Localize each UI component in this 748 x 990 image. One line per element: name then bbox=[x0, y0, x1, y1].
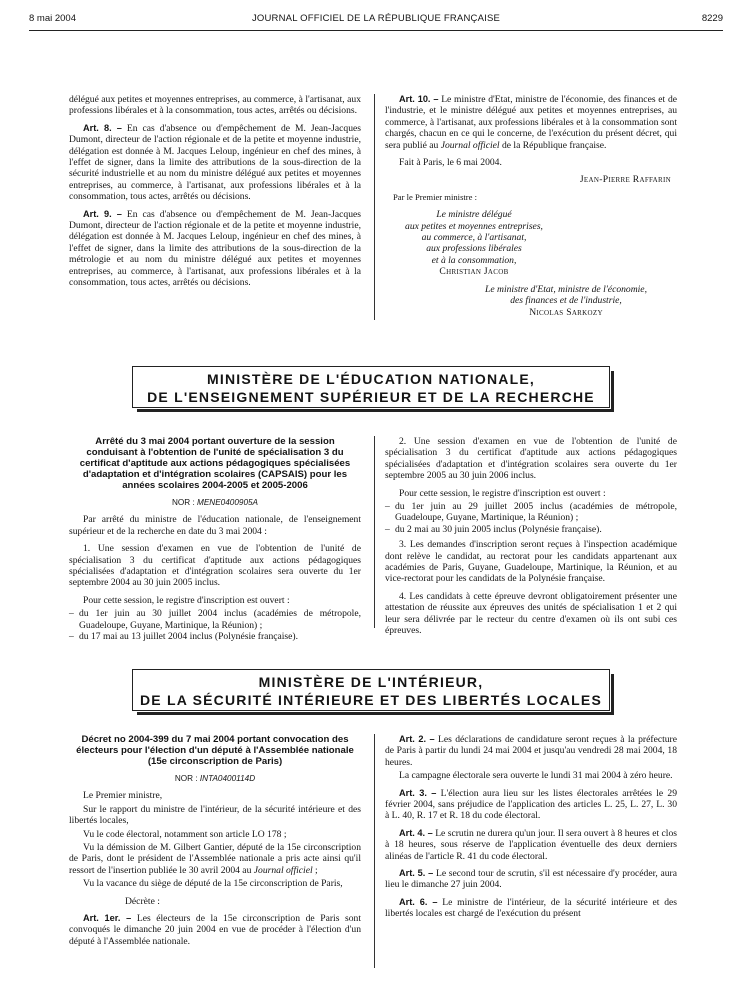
article-10-text-b: de la République française. bbox=[499, 139, 607, 151]
visa-paragraph: Sur le rapport du ministre de l'intérieur, de la sécurité intérieure et des libertés locales, bbox=[69, 803, 361, 827]
nor-reference bbox=[69, 497, 361, 508]
journal-officiel-ref: Journal officiel bbox=[253, 864, 313, 876]
ministre-delegue-line: aux petites et moyennes entreprises, bbox=[405, 220, 543, 232]
column-separator bbox=[374, 436, 375, 628]
mid-right-column bbox=[385, 436, 677, 643]
article-1-text: Les électeurs de la 15e circonscription de Paris sont convoqués le dimanche 20 juin 2004 en vue de procéder à l'élection d'un député à l'Assemblée nationale. bbox=[69, 913, 361, 947]
signer-jacob: Christian Jacob bbox=[439, 266, 509, 278]
article-1-label: Art. 1er. – bbox=[83, 913, 132, 924]
list-item: – du 17 mai au 13 juillet 2004 inclus (Polynésie française). bbox=[69, 631, 361, 642]
ministre-delegue-line: Le ministre délégué bbox=[436, 209, 512, 221]
article-2-text: Les déclarations de candidature seront reçues à la préfecture de Paris à partir du lundi 24 mai 2004 et jusqu'au vendredi 28 mai 2004, 18 heures. bbox=[385, 734, 678, 768]
ministry-banner-education bbox=[132, 366, 610, 408]
top-left-column bbox=[69, 94, 361, 295]
visa-text-b: ; bbox=[312, 864, 318, 876]
article-8 bbox=[69, 123, 361, 203]
nor-code: INTA0400114D bbox=[199, 774, 256, 783]
column-separator bbox=[374, 734, 375, 968]
article-2-label: Art. 2. – bbox=[399, 734, 435, 744]
article-6-label: Art. 6. – bbox=[399, 896, 438, 907]
bottom-right-column bbox=[385, 734, 677, 926]
header-date: 8 mai 2004 bbox=[29, 13, 77, 24]
visa-paragraph: Le Premier ministre, bbox=[83, 790, 163, 802]
continuation-text: délégué aux petites et moyennes entreprises, au commerce, à l'artisanat, aux professions libérales et à la consommation, tous actes, arrêtés ou décisions. bbox=[69, 94, 361, 117]
article-3-text: L'élection aura lieu sur les listes électorales arrêtées le 29 février 2004, sans préjudice de l'application des articles L. 25, L. 27, L. 30 à L. 40, R. 17 et R. 18 du code électoral. bbox=[385, 787, 677, 822]
nor-label: NOR : bbox=[174, 774, 200, 783]
visa-paragraph bbox=[69, 842, 361, 876]
header-journal-title: JOURNAL OFFICIEL DE LA RÉPUBLIQUE FRANÇAISE bbox=[251, 13, 501, 24]
nor-reference bbox=[69, 773, 361, 784]
visa-paragraph: Vu la vacance du siège de député de la 15e circonscription de Paris, bbox=[83, 878, 343, 890]
article-6 bbox=[385, 897, 677, 920]
signer-raffarin: Jean-Pierre Raffarin bbox=[579, 174, 671, 186]
decrete: Décrète : bbox=[125, 895, 160, 907]
article-8-label: Art. 8. – bbox=[83, 122, 122, 133]
header-rule bbox=[29, 30, 723, 31]
ministre-etat-line: des finances et de l'industrie, bbox=[510, 295, 622, 307]
bottom-left-column bbox=[69, 734, 361, 953]
article-9 bbox=[69, 209, 361, 289]
arrete-paragraph: 4. Les candidats à cette épreuve devront obligatoirement présenter une attestation de réussite aux épreuves des unités de spécialisation 1 et 2 qui leur sera délivrée par le recteur du centre d'examen où ils ont subi ces épreuves. bbox=[385, 590, 677, 637]
banner-line-2: DE LA SÉCURITÉ INTÉRIEURE ET DES LIBERTÉS LOCALES bbox=[140, 692, 602, 708]
banner-line-2: DE L'ENSEIGNEMENT SUPÉRIEUR ET DE LA RECHERCHE bbox=[147, 389, 595, 405]
ministre-etat-line: Le ministre d'Etat, ministre de l'économie, bbox=[485, 283, 647, 295]
arrete-paragraph: Pour cette session, le registre d'inscription est ouvert : bbox=[399, 487, 606, 499]
article-6-text: Le ministre de l'intérieur, de la sécurité intérieure et des libertés locales est chargé de l'exécution du présent bbox=[385, 896, 677, 920]
arrete-paragraph: 1. Une session d'examen en vue de l'obtention de l'unité de spécialisation 3 du certificat d'aptitude aux actions pédagogiques spécialisées d'adaptation et d'intégration scolaires sera ouverte du 1er septembre 2004 au 30 juin 2005 inclus. bbox=[69, 543, 361, 589]
page-header bbox=[29, 13, 723, 27]
article-10-text-a: Le ministre d'Etat, ministre de l'économie, des finances et de l'industrie, et le ministre délégué aux petites et moyennes entreprises, au commerce, à l'artisanat, aux professions libérales et à la consommation sont chargés, chacun en ce qui le concerne, de l'exécution du présent décret, qui sera publié au bbox=[385, 94, 677, 151]
banner-line-1: MINISTÈRE DE L'INTÉRIEUR, bbox=[258, 674, 484, 690]
fait-a-paris: Fait à Paris, le 6 mai 2004. bbox=[399, 157, 502, 169]
arrete-paragraph: 3. Les demandes d'inscription seront reçues à l'inspection académique dont relève le candidat, au rectorat pour les candidats appartenant aux académies de Paris, Guyane, Guadeloupe, Martinique, la Réunion, et au vice-rectorat pour les candidats de la Polynésie française. bbox=[385, 539, 677, 585]
ministre-delegue-block bbox=[389, 209, 559, 266]
visa-paragraph: Vu le code électoral, notamment son article LO 178 ; bbox=[83, 828, 287, 840]
campagne-electorale: La campagne électorale sera ouverte le lundi 31 mai 2004 à zéro heure. bbox=[399, 770, 673, 782]
article-8-text: En cas d'absence ou d'empêchement de M. Jean-Jacques Dumont, directeur de l'action régionale et de la petite et moyenne industrie, délégation est donnée à M. Jacques Leloup, ingénieur en chef des mines, à l'effet de signer, dans la limite des attributions de la sous-direction de la sécurité industrielle et au nom du ministre délégué aux petites et moyennes entreprises, au commerce, à l'artisanat, aux professions libérales et à la consommation, tous actes, arrêtés ou décisions. bbox=[69, 122, 361, 203]
article-10-label: Art. 10. – bbox=[399, 94, 439, 104]
decret-title: Décret no 2004-399 du 7 mai 2004 portant convocation des électeurs pour l'élection d'un député à l'Assemblée nationale (15e circonscription de Paris) bbox=[76, 734, 354, 767]
signer-sarkozy: Nicolas Sarkozy bbox=[529, 306, 603, 318]
top-right-column bbox=[385, 94, 677, 318]
visa-text-a: Vu la démission de M. Gilbert Gantier, député de la 15e circonscription de Paris, dont le président de l'Assemblée nationale a pris acte ainsi qu'il ressort de l'insertion publiée le 30 avril 2004 au bbox=[69, 842, 361, 876]
list-item: – du 2 mai au 30 juin 2005 inclus (Polynésie française). bbox=[385, 524, 677, 535]
nor-label: NOR : bbox=[171, 498, 198, 507]
article-5-text: Le second tour de scrutin, s'il est nécessaire d'y procéder, aura lieu le dimanche 27 juin 2004. bbox=[385, 868, 677, 891]
article-4-label: Art. 4. – bbox=[399, 827, 433, 838]
article-5-label: Art. 5. – bbox=[399, 868, 434, 879]
ministre-delegue-line: aux professions libérales bbox=[426, 243, 522, 255]
article-10 bbox=[385, 94, 677, 151]
arrete-paragraph: Pour cette session, le registre d'inscription est ouvert : bbox=[83, 594, 290, 606]
arrete-paragraph: 2. Une session d'examen en vue de l'obtention de l'unité de spécialisation 3 du certificat d'aptitude aux actions pédagogiques spécialisées d'adaptation et d'intégration scolaires sera ouverte du 1er septembre 2005 au 30 juin 2006 inclus. bbox=[385, 436, 677, 482]
list-item: – du 1er juin au 30 juillet 2004 inclus (académies de métropole, Guadeloupe, Guyane, Martinique, la Réunion) ; bbox=[69, 608, 361, 631]
header-page-number: 8229 bbox=[701, 13, 723, 24]
banner-line-1: MINISTÈRE DE L'ÉDUCATION NATIONALE, bbox=[207, 371, 535, 387]
arrete-intro: Par arrêté du ministre de l'éducation nationale, de l'enseignement supérieur et de la recherche en date du 3 mai 2004 : bbox=[69, 514, 361, 537]
article-1 bbox=[69, 913, 361, 947]
list-item: – du 1er juin au 29 juillet 2005 inclus (académies de métropole, Guadeloupe, Guyane, Martinique, la Réunion) ; bbox=[385, 501, 677, 524]
mid-left-column bbox=[69, 436, 361, 642]
ministre-etat-block bbox=[455, 284, 677, 318]
article-5 bbox=[385, 868, 677, 891]
column-separator bbox=[374, 94, 375, 320]
journal-officiel-ref: Journal officiel bbox=[440, 139, 500, 151]
article-3-label: Art. 3. – bbox=[399, 787, 437, 798]
ministre-delegue-line: et à la consommation, bbox=[431, 254, 517, 266]
nor-code: MENE0400905A bbox=[197, 498, 259, 507]
ministre-delegue-line: au commerce, à l'artisanat, bbox=[421, 232, 527, 244]
article-4-text: Le scrutin ne durera qu'un jour. Il sera ouvert à 8 heures et clos à 18 heures, sous réserve de l'application éventuelle des deux derniers alinéas de l'article R. 41 du code électoral. bbox=[385, 827, 678, 862]
article-9-label: Art. 9. – bbox=[83, 208, 122, 219]
article-2 bbox=[385, 734, 677, 768]
article-4 bbox=[385, 828, 677, 862]
ministry-banner-interieur bbox=[132, 669, 610, 711]
arrete-title: Arrêté du 3 mai 2004 portant ouverture de la session conduisant à l'obtention de l'unité de spécialisation 3 du certificat d'aptitude aux actions pédagogiques spécialisées d'adaptation et d'intégration scolaires (CAPSAIS) pour les années scolaires 2004-2005 et 2005-2006 bbox=[79, 436, 351, 491]
par-le-premier-ministre: Par le Premier ministre : bbox=[393, 191, 478, 202]
article-3 bbox=[385, 788, 677, 822]
article-9-text: En cas d'absence ou d'empêchement de M. Jean-Jacques Dumont, directeur de l'action régionale et de la petite et moyenne industrie, délégation est donnée à M. Jacques Leloup, ingénieur en chef des mines, à l'effet de signer, dans la limite des attributions de la sous-direction de la métrologie et au nom du ministre délégué aux petites et moyennes entreprises, au commerce, à l'artisanat, aux professions libérales et à la consommation, tous actes, arrêtés ou décisions. bbox=[69, 208, 361, 289]
